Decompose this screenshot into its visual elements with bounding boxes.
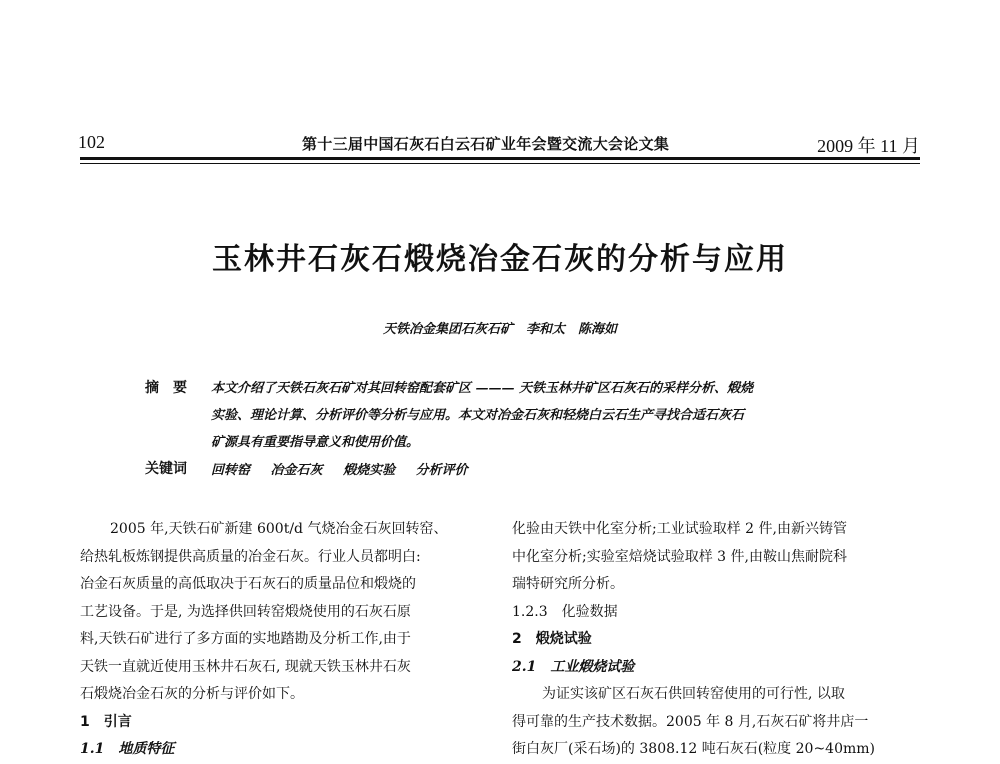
subsection-heading: 2.1 工业煅烧试验: [512, 658, 635, 675]
body-line: 街白灰厂(采石场)的 3808.12 吨石灰石(粒度 20~40mm): [512, 741, 876, 757]
body-line: 中化室分析;实验室焙烧试验取样 3 件,由鞍山焦耐院科: [512, 548, 847, 565]
body-line: 料,天铁石矿进行了多方面的实地踏勘及分析工作,由于: [80, 631, 411, 647]
subsection-heading: 1.1 地质特征: [80, 741, 175, 757]
body-line: 工艺设备。于是, 为选择供回转窑煅烧使用的石灰石原: [80, 603, 411, 620]
body-line: 石煅烧冶金石灰的分析与评价如下。: [80, 686, 304, 702]
abstract-line: 实验、理论计算、分析评价等分析与应用。本文对冶金石灰和轻烧白云石生产寻找合适石灰石: [211, 408, 745, 423]
keyword: 分析评价: [415, 463, 468, 478]
header-rule-thick: [80, 157, 920, 160]
keyword: 回转窑: [211, 463, 251, 478]
body-line: 天铁一直就近使用玉林井石灰石, 现就天铁玉林井石灰: [80, 658, 411, 675]
body-line: 给热轧板炼钢提供高质量的冶金石灰。行业人员都明白:: [80, 548, 421, 565]
publication-date: 2009 年 11 月: [817, 136, 920, 156]
abstract-line: 矿源具有重要指导意义和使用价值。: [211, 435, 420, 450]
abstract-label: 摘 要: [145, 380, 187, 396]
body-line: 冶金石灰质量的高低取决于石灰石的质量品位和煅烧的: [80, 576, 416, 592]
body-line: 2005 年,天铁石矿新建 600t/d 气烧冶金石灰回转窑、: [110, 521, 448, 537]
paper-title: 玉林井石灰石煅烧冶金石灰的分析与应用: [212, 242, 788, 277]
keyword: 冶金石灰: [270, 463, 323, 478]
abstract-line: 本文介绍了天铁石灰石矿对其回转窑配套矿区 ——— 天铁玉林井矿区石灰石的采样分析、煅烧: [211, 381, 754, 396]
author-line: 天铁冶金集团石灰石矿 李和太 陈海如: [382, 322, 617, 337]
subsection-heading: 1.2.3 化验数据: [512, 603, 618, 620]
journal-title: 第十三届中国石灰石白云石矿业年会暨交流大会论文集: [302, 135, 670, 153]
keywords-label: 关键词: [145, 461, 187, 477]
body-line: 得可靠的生产技术数据。2005 年 8 月,石灰石矿将井店一: [512, 713, 869, 730]
page-number: 102: [78, 132, 105, 152]
header-rule-thin: [80, 163, 920, 164]
keyword: 煅烧实验: [343, 463, 396, 478]
body-column-right: [512, 516, 928, 764]
running-header: [76, 132, 920, 154]
abstract-text: [211, 375, 921, 456]
body-line: 化验由天铁中化室分析;工业试验取样 2 件,由新兴铸管: [512, 521, 847, 537]
body-column-left: [80, 516, 496, 764]
section-heading: 1 引言: [80, 713, 132, 730]
body-line: 瑞特研究所分析。: [512, 576, 624, 592]
body-line: 为证实该矿区石灰石供回转窑使用的可行性, 以取: [542, 686, 845, 702]
keywords-list: [211, 459, 484, 478]
section-heading: 2 煅烧试验: [512, 631, 592, 647]
